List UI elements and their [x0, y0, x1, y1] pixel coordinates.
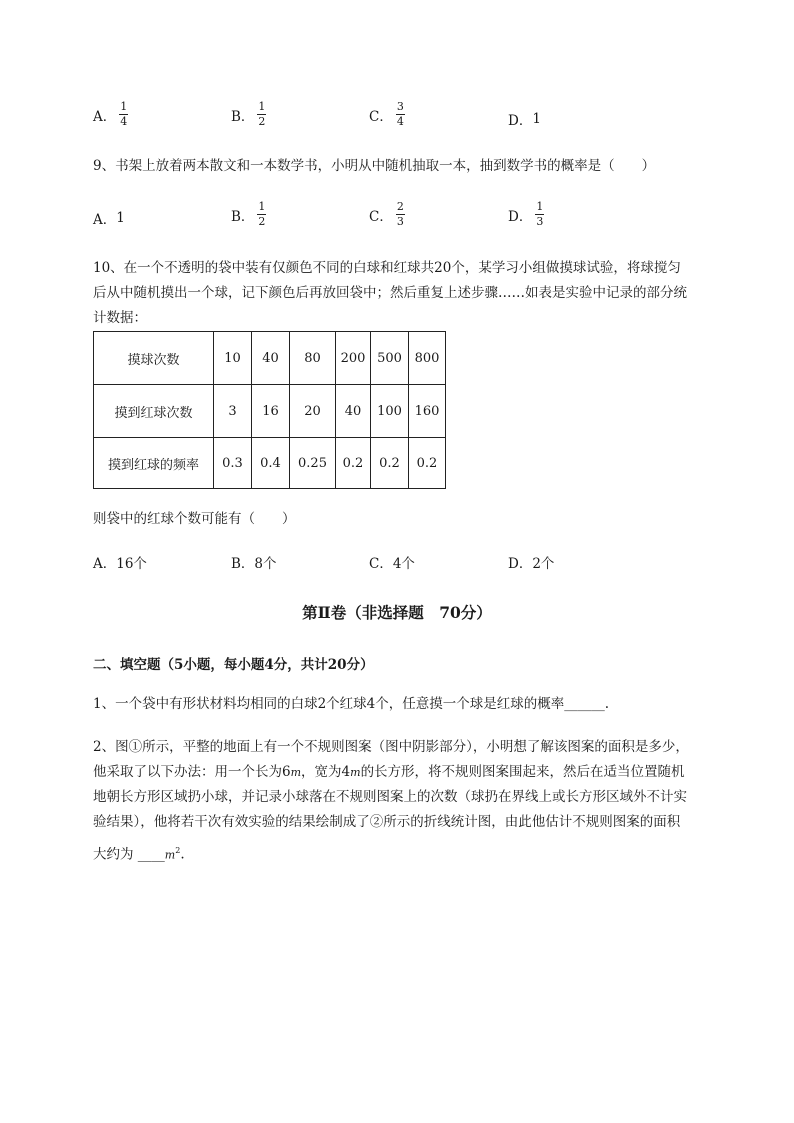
table-cell: 0.25: [290, 438, 336, 489]
option-letter: A．: [93, 212, 117, 228]
q10-question-line-1: 10、在一个不透明的袋中装有仅颜色不同的白球和红球共20个，某学习小组做摸球试验，将球搅匀: [93, 260, 681, 276]
table-cell: 0.2: [409, 438, 446, 489]
option-text: 16个: [116, 556, 147, 572]
table-cell: 40: [336, 385, 371, 438]
fraction-numerator: 1: [258, 100, 266, 113]
text-segment: 他采取了以下办法：用一个长为6: [93, 764, 291, 780]
table-row: [94, 332, 446, 385]
option-letter: D．: [508, 208, 533, 225]
fraction-numerator: 1: [120, 100, 128, 113]
section-title: 第Ⅱ卷（非选择题 70分）: [302, 603, 492, 622]
table-row: [94, 385, 446, 438]
table-cell: 0.3: [214, 438, 252, 489]
unit-meter: m: [164, 848, 176, 862]
fraction-denominator: 2: [258, 215, 266, 228]
table-cell: 200: [336, 332, 371, 385]
option-letter: B．: [231, 556, 255, 572]
fill-question-2-line-5: [93, 838, 708, 868]
fill-question-2-line-1: 2、图①所示，平整的地面上有一个不规则图案（图中阴影部分），小明想了解该图案的面积是多少，: [93, 739, 689, 755]
fraction: [396, 201, 405, 228]
table-cell: 0.2: [371, 438, 409, 489]
text-segment: 的长方形，将不规则图案围起来，然后在适当位置随机: [360, 764, 685, 780]
option-letter: D．: [508, 113, 533, 129]
option-letter: A．: [93, 108, 117, 125]
q8-option-b: [231, 101, 266, 128]
option-letter: D．: [508, 556, 533, 572]
fraction-denominator: 2: [258, 115, 266, 128]
row-header: 摸到红球次数: [94, 385, 214, 438]
unit-meter: m: [290, 766, 302, 779]
table-cell: 80: [290, 332, 336, 385]
q10-option-b: [231, 552, 277, 572]
option-letter: B．: [231, 108, 255, 125]
row-header: 摸球次数: [94, 332, 214, 385]
option-letter: C．: [369, 556, 393, 572]
q8-option-c: [369, 101, 405, 128]
row-header: 摸到红球的频率: [94, 438, 214, 489]
q10-option-d: [508, 552, 554, 572]
fraction: [257, 201, 266, 228]
q9-option-a: [93, 208, 125, 228]
option-letter: C．: [369, 108, 393, 125]
table-cell: 20: [290, 385, 336, 438]
fraction: [257, 101, 266, 128]
table-cell: 500: [371, 332, 409, 385]
unit-meter: m: [350, 766, 361, 779]
fraction-numerator: 1: [536, 200, 544, 213]
q9-question: 9、书架上放着两本散文和一本数学书，小明从中随机抽取一本，抽到数学书的概率是（ ）: [93, 158, 656, 174]
fraction: [396, 101, 405, 128]
fill-question-2-line-4: 验结果），他将若干次有效实验的结果绘制成了②所示的折线统计图，由此他估计不规则图案的面积: [93, 814, 681, 830]
unit-exponent: 2: [175, 846, 181, 855]
fraction-numerator: 2: [396, 200, 404, 213]
fraction-denominator: 3: [536, 215, 544, 228]
fill-question-2-line-2: [93, 760, 708, 785]
part-title: 二、填空题（5小题，每小题4分，共计20分）: [93, 657, 374, 673]
text-segment: .: [180, 846, 185, 863]
table-row: [94, 438, 446, 489]
option-text: 8个: [254, 556, 277, 572]
fraction-numerator: 3: [396, 100, 404, 113]
option-letter: C．: [369, 208, 393, 225]
fraction: [535, 201, 544, 228]
q10-option-c: [369, 552, 415, 572]
table-cell: 10: [214, 332, 252, 385]
fraction-numerator: 1: [258, 200, 266, 213]
option-letter: B．: [231, 208, 255, 225]
option-text: 2个: [532, 556, 555, 572]
option-text: 1: [116, 210, 125, 226]
table-cell: 800: [409, 332, 446, 385]
q8-option-a: [93, 101, 128, 128]
q10-question-line-2: 后从中随机摸出一个球，记下颜色后再放回袋中；然后重复上述步骤……如表是实验中记录的部分统: [93, 285, 687, 301]
fraction-denominator: 4: [120, 115, 128, 128]
table-cell: 3: [214, 385, 252, 438]
table-cell: 0.2: [336, 438, 371, 489]
q10-option-a: [93, 552, 147, 572]
q10-question-line-3: 计数据：: [93, 310, 147, 326]
text-segment: ，宽为4: [301, 764, 351, 780]
table-cell: 40: [252, 332, 290, 385]
statistics-table: [93, 331, 446, 489]
q9-option-b: [231, 201, 266, 228]
table-cell: 100: [371, 385, 409, 438]
fraction: [119, 101, 128, 128]
option-text: 1: [532, 111, 541, 127]
option-letter: A．: [93, 556, 117, 572]
q9-option-c: [369, 201, 405, 228]
answer-blank: 大约为 ____: [93, 846, 165, 863]
q9-option-d: [508, 201, 544, 228]
table-cell: 160: [409, 385, 446, 438]
fraction-denominator: 4: [396, 115, 404, 128]
q10-followup: 则袋中的红球个数可能有（ ）: [93, 511, 296, 527]
q8-option-d: [508, 109, 541, 129]
table-cell: 0.4: [252, 438, 290, 489]
fill-question-1: 1、一个袋中有形状材料均相同的白球2个红球4个，任意摸一个球是红球的概率______.: [93, 696, 610, 712]
table-cell: 16: [252, 385, 290, 438]
option-text: 4个: [392, 556, 415, 572]
fraction-denominator: 3: [396, 215, 404, 228]
fill-question-2-line-3: 地朝长方形区域扔小球，并记录小球落在不规则图案上的次数（球扔在界线上或长方形区域外不计实: [93, 789, 687, 805]
